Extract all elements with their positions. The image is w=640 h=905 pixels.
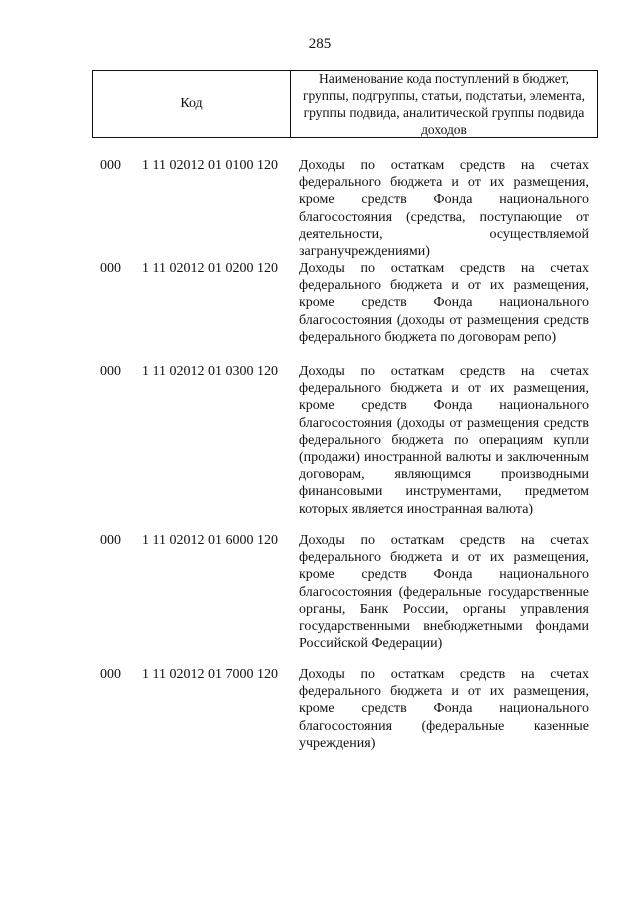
table-header	[92, 70, 598, 138]
admin-code: 000	[100, 364, 121, 379]
table-row	[0, 260, 640, 363]
table-row	[0, 157, 640, 260]
revenue-description: Доходы по остаткам средств на счетах федерального бюджета и от их размещения, кроме средств Фонда национального благосостояния (федеральные казенные учреждения)	[299, 667, 589, 751]
header-name-label: Наименование кода поступлений в бюджет, группы, подгруппы, статьи, подстатьи, элемента, группы подвида, аналитической группы подвида доходов	[302, 71, 586, 137]
page-number: 285	[308, 36, 332, 52]
admin-code: 000	[100, 261, 121, 276]
header-code-label: Код	[93, 71, 291, 137]
revenue-code: 1 11 02012 01 6000 120	[142, 533, 278, 548]
revenue-code-list	[0, 157, 640, 752]
revenue-description: Доходы по остаткам средств на счетах федерального бюджета и от их размещения, кроме средств Фонда национального благосостояния (федеральные государственные органы, Банк России, органы управления государственными внебюджетными фондами Российской Федерации)	[299, 533, 589, 652]
admin-code: 000	[100, 667, 121, 682]
revenue-code: 1 11 02012 01 0100 120	[142, 158, 278, 173]
revenue-code: 1 11 02012 01 7000 120	[142, 667, 278, 682]
revenue-code: 1 11 02012 01 0300 120	[142, 364, 278, 379]
admin-code: 000	[100, 533, 121, 548]
revenue-description: Доходы по остаткам средств на счетах федерального бюджета и от их размещения, кроме средств Фонда национального благосостояния (средства, поступающие от деятельности, осуществляемой загранучреждениями)	[299, 158, 589, 260]
revenue-code: 1 11 02012 01 0200 120	[142, 261, 278, 276]
revenue-description: Доходы по остаткам средств на счетах федерального бюджета и от их размещения, кроме средств Фонда национального благосостояния (доходы от размещения средств федерального бюджета по договорам репо)	[299, 261, 589, 345]
table-row	[0, 666, 640, 752]
admin-code: 000	[100, 158, 121, 173]
table-row	[0, 363, 640, 532]
revenue-description: Доходы по остаткам средств на счетах федерального бюджета и от их размещения, кроме средств Фонда национального благосостояния (доходы от размещения средств федерального бюджета по операциям купли (продажи) иностранной валюты и заключенным договорам, являющимся производными финансовыми инструментами, предметом которых является иностранная валюта)	[299, 364, 589, 517]
table-row	[0, 532, 640, 666]
